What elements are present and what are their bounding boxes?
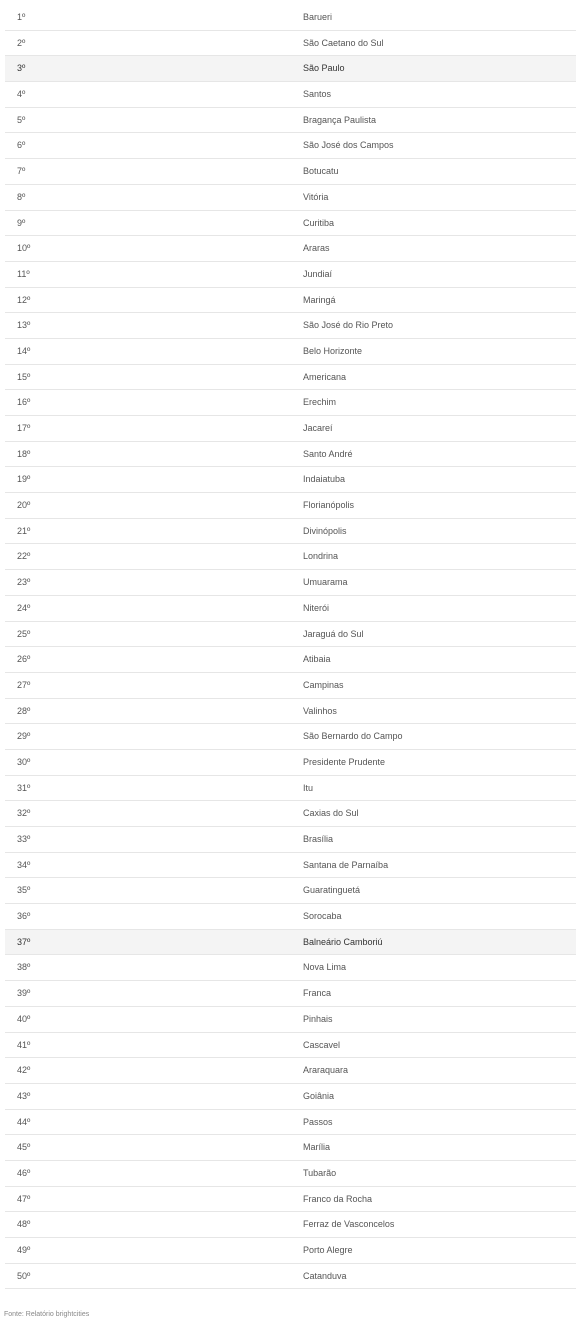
table-row xyxy=(5,493,576,519)
rank-cell: 12º xyxy=(17,294,31,305)
rank-cell: 14º xyxy=(17,345,31,356)
row-inner xyxy=(5,647,576,672)
city-cell: Santo André xyxy=(303,448,353,459)
row-inner xyxy=(5,185,576,210)
rank-cell: 4º xyxy=(17,89,26,100)
table-row xyxy=(5,1264,576,1290)
row-inner xyxy=(5,776,576,801)
row-inner xyxy=(5,596,576,621)
rank-cell: 50º xyxy=(17,1270,31,1281)
row-inner xyxy=(5,159,576,184)
city-cell: Jacareí xyxy=(303,423,333,433)
city-cell: São José do Rio Preto xyxy=(303,320,394,331)
row-inner xyxy=(5,365,576,390)
table-row xyxy=(5,313,576,339)
row-inner xyxy=(5,1058,576,1083)
table-row xyxy=(5,1110,576,1136)
rank-cell: 21º xyxy=(17,525,31,536)
city-cell: São Caetano do Sul xyxy=(303,37,384,48)
table-row xyxy=(5,596,576,622)
table-row xyxy=(5,467,576,493)
rank-cell: 25º xyxy=(17,628,31,639)
city-cell: Sorocaba xyxy=(303,911,342,922)
city-cell: Florianópolis xyxy=(303,500,355,511)
table-row xyxy=(5,544,576,570)
table-row xyxy=(5,442,576,468)
rank-cell: 43º xyxy=(17,1090,31,1101)
city-cell: Ferraz de Vasconcelos xyxy=(303,1219,395,1230)
city-cell: Balneário Camboriú xyxy=(303,936,383,947)
rank-cell: 27º xyxy=(17,679,31,690)
table-row xyxy=(5,31,576,57)
row-inner xyxy=(5,904,576,929)
city-cell: São Paulo xyxy=(303,63,345,74)
row-inner xyxy=(5,1110,576,1135)
city-cell: Araraquara xyxy=(303,1065,349,1076)
table-row xyxy=(5,1187,576,1213)
rank-cell: 40º xyxy=(17,1013,31,1024)
rank-cell: 48º xyxy=(17,1219,31,1230)
table-row xyxy=(5,159,576,185)
rank-cell: 16º xyxy=(17,397,31,408)
rank-cell: 26º xyxy=(17,654,31,665)
row-inner xyxy=(5,1264,576,1289)
city-cell: Niterói xyxy=(303,602,330,613)
row-inner xyxy=(5,724,576,749)
table-row xyxy=(5,236,576,262)
city-cell: Guaratinguetá xyxy=(303,885,361,896)
table-row xyxy=(5,1007,576,1033)
rank-cell: 44º xyxy=(17,1116,31,1127)
rank-cell: 32º xyxy=(17,808,31,819)
city-cell: Cascavel xyxy=(303,1039,341,1050)
row-inner xyxy=(5,622,576,647)
row-inner xyxy=(5,1135,576,1160)
rank-cell: 22º xyxy=(17,551,31,562)
table-row xyxy=(5,262,576,288)
row-inner xyxy=(5,801,576,826)
city-cell: Umuarama xyxy=(303,577,348,588)
row-inner xyxy=(5,930,576,955)
city-cell: Franco da Rocha xyxy=(303,1193,373,1204)
rank-cell: 1º xyxy=(17,12,26,22)
rank-cell: 29º xyxy=(17,731,31,742)
rank-cell: 20º xyxy=(17,500,31,511)
row-inner xyxy=(5,390,576,415)
city-cell: Pinhais xyxy=(303,1013,333,1024)
table-row xyxy=(5,853,576,879)
rank-cell: 6º xyxy=(17,140,26,151)
row-inner xyxy=(5,1161,576,1186)
city-cell: Atibaia xyxy=(303,654,331,665)
table-row xyxy=(5,82,576,108)
table-row xyxy=(5,108,576,134)
rank-cell: 28º xyxy=(17,705,31,716)
row-inner xyxy=(5,82,576,107)
city-cell: Marília xyxy=(303,1142,331,1153)
row-inner xyxy=(5,878,576,903)
row-inner xyxy=(5,211,576,236)
table-row xyxy=(5,699,576,725)
rank-cell: 33º xyxy=(17,834,31,844)
row-inner xyxy=(5,56,576,81)
table-row xyxy=(5,750,576,776)
city-cell: Santana de Parnaíba xyxy=(303,859,389,870)
rank-cell: 17º xyxy=(17,423,31,433)
table-row xyxy=(5,365,576,391)
table-row xyxy=(5,1238,576,1264)
row-inner xyxy=(5,1212,576,1237)
city-cell: Londrina xyxy=(303,551,339,562)
city-cell: Valinhos xyxy=(303,705,337,716)
city-cell: Araras xyxy=(303,243,330,254)
row-inner xyxy=(5,133,576,158)
row-inner xyxy=(5,699,576,724)
row-inner xyxy=(5,31,576,56)
city-cell: Vitória xyxy=(303,191,329,202)
rank-cell: 36º xyxy=(17,911,31,922)
row-inner xyxy=(5,493,576,518)
row-inner xyxy=(5,955,576,980)
row-inner xyxy=(5,442,576,467)
table-row xyxy=(5,724,576,750)
row-inner xyxy=(5,673,576,698)
table-row xyxy=(5,1161,576,1187)
rank-cell: 24º xyxy=(17,602,31,613)
rank-cell: 45º xyxy=(17,1142,31,1153)
city-cell: Santos xyxy=(303,89,332,100)
city-cell: São José dos Campos xyxy=(303,140,394,151)
row-inner xyxy=(5,853,576,878)
rank-cell: 49º xyxy=(17,1245,31,1255)
city-cell: Curitiba xyxy=(303,217,335,228)
city-cell: Bragança Paulista xyxy=(303,114,377,125)
row-inner xyxy=(5,1187,576,1212)
rank-cell: 34º xyxy=(17,859,31,870)
source-note: Fonte: Relatório brightcities xyxy=(4,1311,90,1318)
city-cell: Maringá xyxy=(303,294,336,305)
row-inner xyxy=(5,750,576,775)
table-row xyxy=(5,827,576,853)
row-inner xyxy=(5,339,576,364)
city-cell: Erechim xyxy=(303,397,337,408)
rank-cell: 10º xyxy=(17,243,31,254)
city-cell: Barueri xyxy=(303,12,333,22)
city-cell: Catanduva xyxy=(303,1270,347,1281)
city-cell: Belo Horizonte xyxy=(303,345,363,356)
table-row xyxy=(5,647,576,673)
rank-cell: 13º xyxy=(17,320,31,331)
city-cell: Presidente Prudente xyxy=(303,756,386,767)
rank-cell: 11º xyxy=(17,268,30,279)
table-row xyxy=(5,56,576,82)
rank-cell: 30º xyxy=(17,756,31,767)
row-inner xyxy=(5,827,576,852)
rank-cell: 46º xyxy=(17,1167,31,1178)
rank-cell: 47º xyxy=(17,1193,31,1204)
row-inner xyxy=(5,981,576,1006)
row-inner xyxy=(5,519,576,544)
table-row xyxy=(5,288,576,314)
row-inner xyxy=(5,288,576,313)
row-inner xyxy=(5,570,576,595)
table-row xyxy=(5,622,576,648)
city-cell: Jaraguá do Sul xyxy=(303,628,364,639)
row-inner xyxy=(5,1084,576,1109)
rank-cell: 8º xyxy=(17,191,26,202)
table-row xyxy=(5,1033,576,1059)
table-row xyxy=(5,981,576,1007)
city-cell: São Bernardo do Campo xyxy=(303,731,403,742)
table-row xyxy=(5,390,576,416)
city-cell: Nova Lima xyxy=(303,962,347,973)
city-cell: Porto Alegre xyxy=(303,1245,353,1255)
city-cell: Tubarão xyxy=(303,1167,337,1178)
table-row xyxy=(5,133,576,159)
table-row xyxy=(5,519,576,545)
table-row xyxy=(5,416,576,442)
city-cell: Campinas xyxy=(303,679,344,690)
rank-cell: 18º xyxy=(17,448,31,459)
city-cell: Passos xyxy=(303,1116,333,1127)
city-cell: Americana xyxy=(303,371,347,382)
city-cell: Itu xyxy=(303,782,314,793)
row-inner xyxy=(5,262,576,287)
table-row xyxy=(5,1212,576,1238)
table-row xyxy=(5,1084,576,1110)
rank-cell: 15º xyxy=(17,371,31,382)
rank-cell: 23º xyxy=(17,577,31,588)
rank-cell: 41º xyxy=(17,1039,31,1050)
city-cell: Botucatu xyxy=(303,166,339,177)
row-inner xyxy=(5,1033,576,1058)
rank-cell: 31º xyxy=(17,782,31,793)
table-row xyxy=(5,673,576,699)
table-row xyxy=(5,878,576,904)
city-cell: Caxias do Sul xyxy=(303,808,359,819)
row-inner xyxy=(5,544,576,569)
city-cell: Goiânia xyxy=(303,1090,335,1101)
rank-cell: 3º xyxy=(17,63,26,74)
table-row xyxy=(5,955,576,981)
row-inner xyxy=(5,416,576,441)
table-row xyxy=(5,801,576,827)
rank-cell: 7º xyxy=(17,166,26,177)
rank-cell: 42º xyxy=(17,1065,31,1076)
row-inner xyxy=(5,108,576,133)
table-row xyxy=(5,5,576,31)
city-cell: Divinópolis xyxy=(303,525,347,536)
ranking-table xyxy=(5,5,576,1289)
rank-cell: 37º xyxy=(17,936,31,947)
rank-cell: 19º xyxy=(17,474,31,485)
table-row xyxy=(5,904,576,930)
city-cell: Jundiaí xyxy=(303,268,333,279)
table-row xyxy=(5,930,576,956)
rank-cell: 35º xyxy=(17,885,31,896)
row-inner xyxy=(5,236,576,261)
rank-cell: 9º xyxy=(17,217,26,228)
row-inner xyxy=(5,1007,576,1032)
city-cell: Brasília xyxy=(303,834,334,844)
rank-cell: 2º xyxy=(17,37,26,48)
row-inner xyxy=(5,313,576,338)
table-row xyxy=(5,211,576,237)
row-inner xyxy=(5,467,576,492)
rank-cell: 38º xyxy=(17,962,31,973)
rank-cell: 39º xyxy=(17,988,31,999)
rank-cell: 5º xyxy=(17,114,26,125)
table-row xyxy=(5,776,576,802)
table-row xyxy=(5,570,576,596)
row-inner xyxy=(5,1238,576,1263)
table-row xyxy=(5,185,576,211)
table-row xyxy=(5,1058,576,1084)
table-row xyxy=(5,339,576,365)
row-inner xyxy=(5,5,576,30)
table-row xyxy=(5,1135,576,1161)
city-cell: Indaiatuba xyxy=(303,474,346,485)
city-cell: Franca xyxy=(303,988,332,999)
